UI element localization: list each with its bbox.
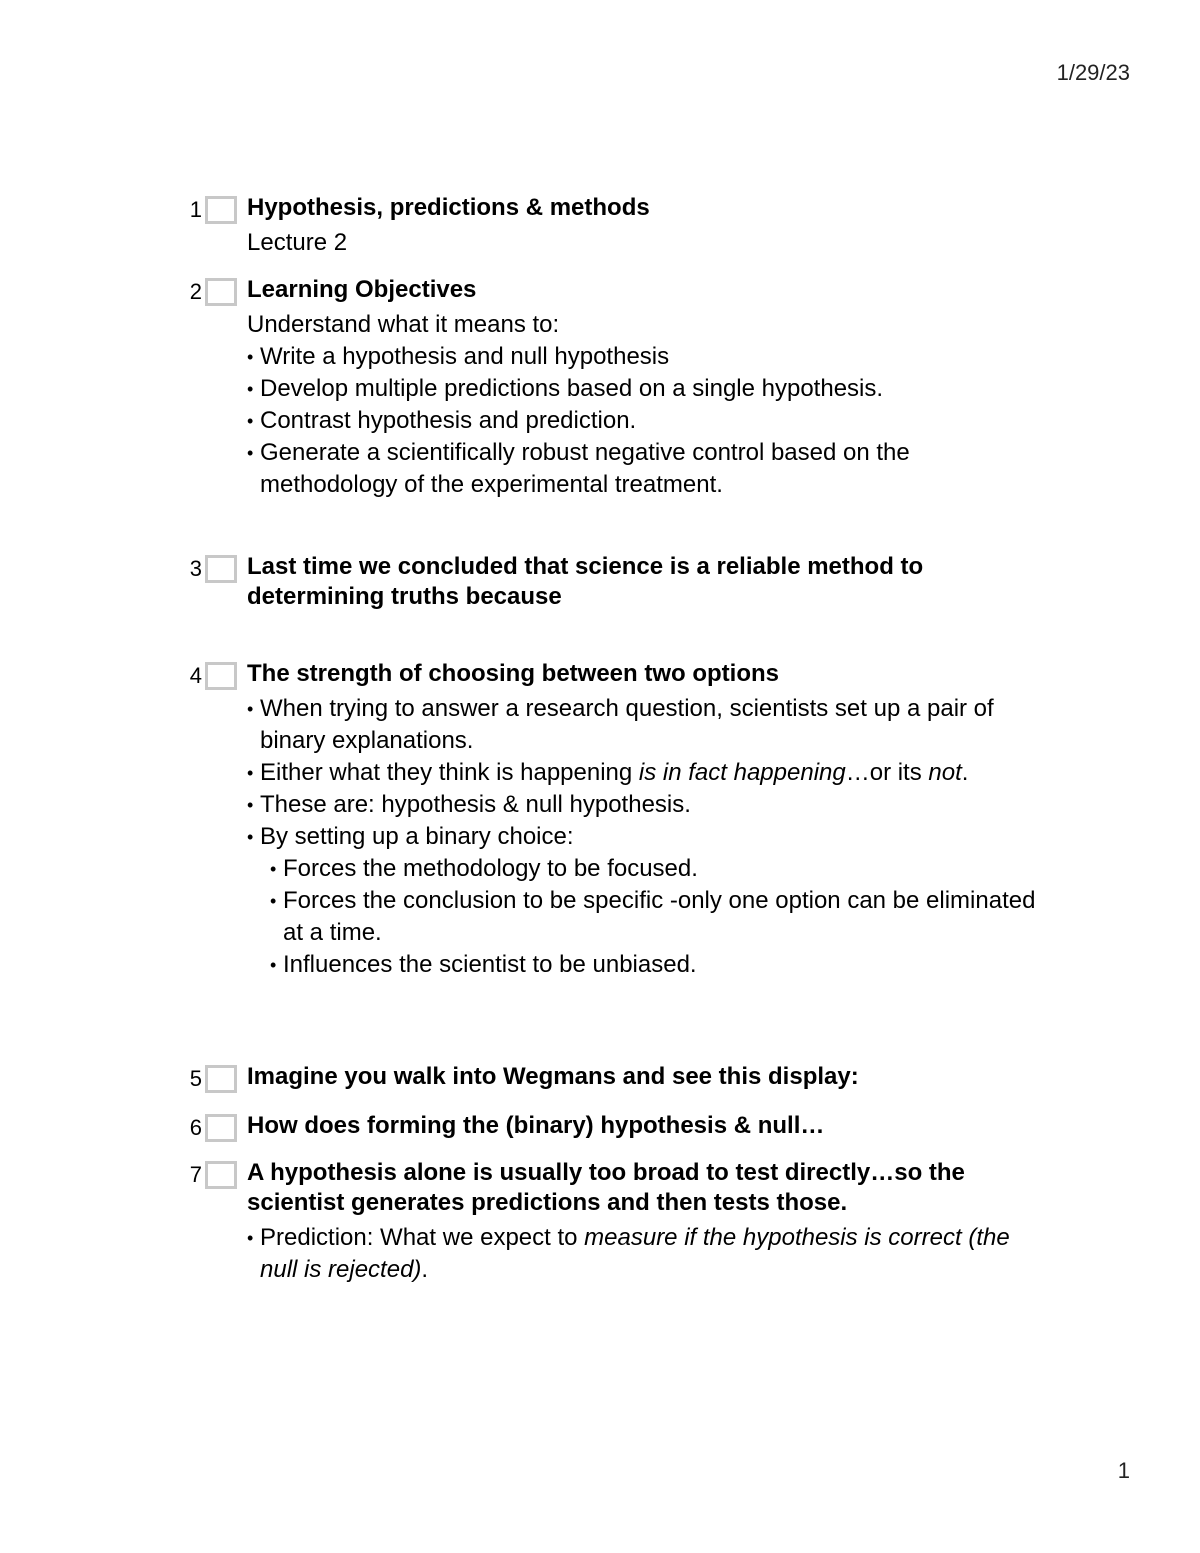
list-item bbox=[247, 757, 1047, 789]
slide-title: A hypothesis alone is usually too broad to test directly…so the scientist generates predictions and then tests those. bbox=[247, 1159, 965, 1216]
list-item: • Generate a scientifically robust negative control based on the methodology of the experimental treatment. bbox=[247, 437, 1047, 501]
slide-thumbnail-box bbox=[205, 1114, 237, 1142]
slide-number: 6 bbox=[189, 1115, 202, 1140]
slide-content bbox=[247, 659, 1047, 981]
slide-number: 3 bbox=[189, 556, 202, 581]
slide-number: 7 bbox=[189, 1162, 202, 1187]
slide-number: 5 bbox=[189, 1066, 202, 1091]
slide-title: Last time we concluded that science is a reliable method to determining truths because bbox=[247, 553, 924, 610]
slide-number: 1 bbox=[189, 197, 202, 222]
slide-intro: Understand what it means to: bbox=[247, 311, 560, 338]
slide-title: Imagine you walk into Wegmans and see this display: bbox=[247, 1063, 859, 1090]
slide-number: 4 bbox=[189, 663, 202, 688]
slide-subtitle: Lecture 2 bbox=[247, 229, 348, 256]
bullet-list bbox=[247, 1222, 1047, 1286]
text-run: Prediction: What we expect to bbox=[260, 1224, 585, 1251]
slide-title: Hypothesis, predictions & methods bbox=[247, 194, 650, 221]
list-item: • When trying to answer a research question, scientists set up a pair of binary explanations. bbox=[247, 693, 1047, 757]
slide-thumbnail-box bbox=[205, 1065, 237, 1093]
italic-text: is in fact happening bbox=[638, 759, 846, 786]
list-item: • These are: hypothesis & null hypothesis. bbox=[247, 789, 1047, 821]
list-item: • By setting up a binary choice: bbox=[247, 821, 1047, 853]
page-number: 1 bbox=[1117, 1458, 1130, 1483]
slide-content bbox=[247, 193, 1047, 259]
list-item: • Write a hypothesis and null hypothesis bbox=[247, 341, 1047, 373]
slide-content bbox=[247, 1158, 1047, 1286]
slide-content bbox=[247, 1062, 1047, 1092]
sub-list-item: • Forces the methodology to be focused. bbox=[270, 853, 1047, 885]
slide-title: How does forming the (binary) hypothesis & null… bbox=[247, 1112, 825, 1139]
date-stamp: 1/29/23 bbox=[1056, 60, 1130, 85]
slide-title: The strength of choosing between two options bbox=[247, 660, 779, 687]
sub-list-item: • Forces the conclusion to be specific -only one option can be eliminated at a time. bbox=[270, 885, 1047, 949]
slide-title: Learning Objectives bbox=[247, 276, 477, 303]
bullet-list bbox=[247, 341, 1047, 501]
text-run: …or its bbox=[845, 759, 929, 786]
text-run: Either what they think is happening bbox=[260, 759, 639, 786]
italic-text: measure if the hypothesis is correct (the null is rejected) bbox=[260, 1224, 1010, 1283]
text-run: . bbox=[961, 759, 969, 786]
slide-number: 2 bbox=[189, 279, 202, 304]
text-run: . bbox=[421, 1256, 429, 1283]
list-item: • Develop multiple predictions based on a single hypothesis. bbox=[247, 373, 1047, 405]
slide-thumbnail-box bbox=[205, 278, 237, 306]
slide-content bbox=[247, 552, 1047, 612]
list-item bbox=[247, 1222, 1047, 1286]
slide-thumbnail-box bbox=[205, 662, 237, 690]
slide-thumbnail-box bbox=[205, 555, 237, 583]
italic-text: not bbox=[928, 759, 962, 786]
sub-list-item: • Influences the scientist to be unbiased. bbox=[270, 949, 1047, 981]
bullet-list bbox=[247, 693, 1047, 981]
slide-content bbox=[247, 1111, 1047, 1141]
list-item: • Contrast hypothesis and prediction. bbox=[247, 405, 1047, 437]
slide-thumbnail-box bbox=[205, 196, 237, 224]
slide-content bbox=[247, 275, 1047, 501]
slide-thumbnail-box bbox=[205, 1161, 237, 1189]
